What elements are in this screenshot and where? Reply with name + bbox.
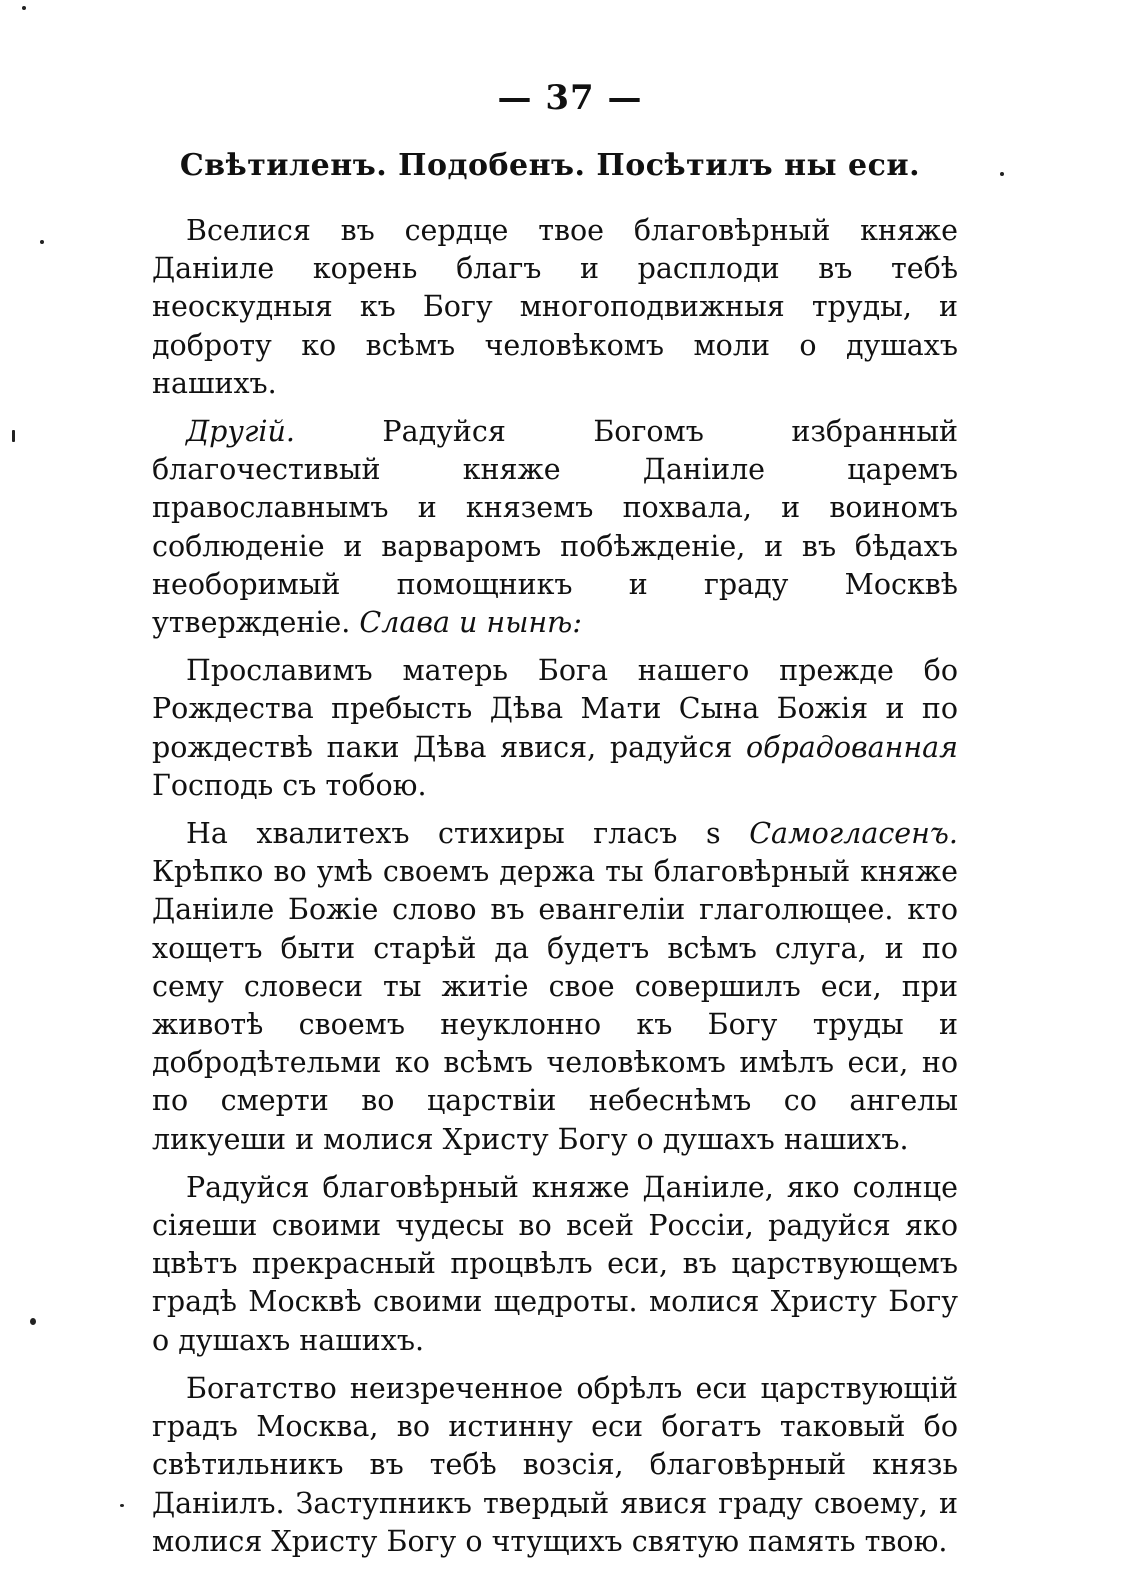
paragraph-text: Крѣпко во умѣ своемъ держа ты благовѣрный княже Даніиле Божіе слово въ евангеліи глаголющее. кто хощетъ быти старѣй да будетъ всѣмъ слуга, и по сему словеси ты житіе свое совершилъ еси, при животѣ своемъ неуклонно къ Богу труды и добродѣтельми ко всѣмъ человѣкомъ имѣлъ еси, но по смерти во царствіи небеснѣмъ со ангелы ликуеши и молися Христу Богу о душахъ нашихъ. [152, 855, 958, 1156]
paragraph-tail: Слава и нынѣ: [350, 606, 582, 640]
paragraph-emphasis: Самогласенъ. [749, 817, 958, 851]
paragraph-emphasis: обрадованная [746, 730, 958, 764]
section-heading: Свѣтиленъ. Подобенъ. Посѣтилъ ны еси. [179, 148, 921, 183]
page-number: — 37 — [497, 78, 643, 118]
body-text [152, 212, 958, 1571]
paragraph [152, 1370, 958, 1561]
paragraph-text: Радуйся Богомъ избранный благочестивый княже Даніиле царемъ православнымъ и княземъ похвала, и воиномъ соблюденіе и варваромъ побѣжденіе, и въ бѣдахъ необоримый помощникъ и граду Москвѣ утвержденіе. [152, 415, 958, 640]
paragraph [152, 212, 958, 403]
paragraph [152, 413, 958, 642]
scan-speck [12, 430, 15, 442]
paragraph-text: Господь съ тобою. [152, 768, 427, 802]
paragraph-lead: Другій. [186, 415, 295, 449]
scan-speck [40, 240, 44, 244]
paragraph-text: Радуйся благовѣрный княже Даніиле, яко солнце сіяеши своими чудесы во всей Россіи, радуйся яко цвѣтъ прекрасный процвѣлъ еси, въ царствующемъ градѣ Москвѣ своими щедроты. молися Христу Богу о душахъ нашихъ. [152, 1170, 958, 1357]
paragraph [152, 1169, 958, 1360]
paragraph-text: Богатство неизреченное обрѣлъ еси царствующій градъ Москва, во истинну еси богатъ таковый бо свѣтильникъ въ тебѣ возсія, благовѣрный князь Даніилъ. Заступникъ твердый явися граду своему, и молися Христу Богу о чтущихъ святую память твою. [152, 1371, 958, 1558]
scan-speck [30, 1318, 36, 1325]
paragraph-text: Прославимъ матерь Бога нашего прежде бо Рождества пребысть Дѣва Мати Сына Божія и по рождествѣ паки Дѣва явися, радуйся [152, 654, 958, 764]
paragraph-text: Вселися въ сердце твое благовѣрный княже Даніиле корень благъ и расплоди въ тебѣ неоскудныя къ Богу многоподвижныя труды, и доброту ко всѣмъ человѣкомъ моли о душахъ нашихъ. [152, 214, 958, 400]
scan-speck [120, 1504, 124, 1507]
paragraph [152, 815, 958, 1159]
scan-speck [1000, 172, 1004, 176]
paragraph-text: На хвалитехъ стихиры гласъ ѕ [186, 817, 750, 851]
scan-speck [22, 6, 26, 10]
paragraph [152, 652, 958, 805]
